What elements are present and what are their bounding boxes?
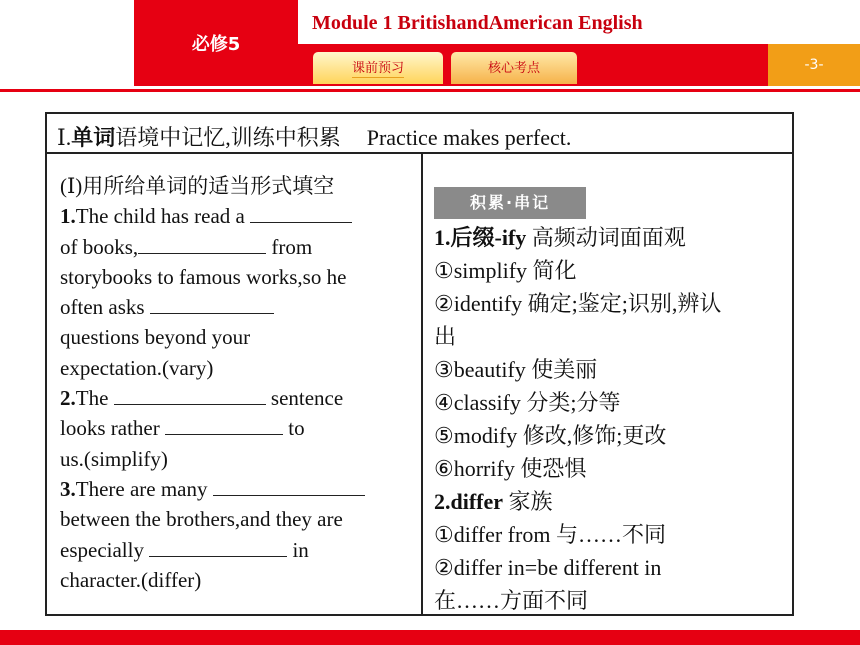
exercise-instruction: (Ⅰ)用所给单词的适当形式填空: [60, 174, 335, 198]
notes-item: ③beautify 使美丽: [434, 357, 598, 382]
answer-blank[interactable]: [150, 295, 274, 314]
notes-item: 出: [434, 324, 457, 349]
book-label: 必修5: [191, 34, 241, 55]
section-heading-rest: 语境中记忆,训练中积累: [115, 125, 341, 150]
answer-blank[interactable]: [149, 538, 287, 557]
question-1-line-1: [60, 201, 416, 231]
answer-blank[interactable]: [250, 204, 352, 223]
question-1-text: often asks: [60, 295, 145, 320]
notes-column: [434, 184, 784, 617]
tab-preview-label: 课前预习: [351, 61, 404, 76]
module-title: Module 1 BritishandAmerican English: [312, 12, 643, 34]
tab-key-points-label: 核心考点: [487, 61, 540, 76]
page-number: -3-: [768, 44, 860, 86]
notes-badge: 积累·串记: [434, 187, 586, 219]
notes-item: ⑥horrify 使恐惧: [434, 456, 587, 481]
question-2-number: 2.: [60, 386, 76, 411]
question-1-line-2: [60, 232, 416, 262]
question-3-line-1: [60, 474, 416, 504]
question-2-text: sentence: [270, 386, 344, 411]
exercise-column: [60, 171, 416, 595]
notes-item: ④classify 分类;分等: [434, 390, 621, 415]
answer-blank[interactable]: [114, 386, 266, 405]
section-heading-bold: 单词: [71, 125, 116, 150]
question-3-line-3: [60, 535, 416, 565]
answer-blank[interactable]: [165, 416, 283, 435]
question-1-number: 1.: [60, 204, 76, 229]
column-divider: [421, 152, 423, 616]
notes-item: 在……方面不同: [434, 588, 589, 613]
notes-group-2-title-rest: 家族: [503, 489, 553, 514]
question-1-text: from: [271, 234, 313, 259]
notes-group-1-title-rest: 高频动词面面观: [526, 225, 686, 250]
question-1-line-6: expectation.(vary): [60, 355, 214, 380]
question-3-line-4: character.(differ): [60, 567, 202, 592]
notes-item: ①differ from 与……不同: [434, 522, 666, 547]
question-1-text: The child has read a: [75, 204, 245, 229]
notes-item: ①simplify 简化: [434, 258, 577, 283]
question-2-line-1: [60, 383, 416, 413]
question-2-line-2: [60, 413, 416, 443]
question-3-text: in: [292, 537, 309, 562]
section-index: Ⅰ.: [57, 125, 72, 150]
question-2-text: to: [288, 416, 305, 441]
tab-key-points[interactable]: [451, 52, 577, 84]
notes-group-1-title-bold: 1.后缀-ify: [434, 225, 527, 250]
question-2-text: looks rather: [60, 416, 160, 441]
question-3-number: 3.: [60, 476, 76, 501]
section-motto: Practice makes perfect.: [366, 125, 572, 150]
question-2-text: The: [75, 386, 109, 411]
tab-preview[interactable]: [313, 52, 443, 84]
section-header-row: [47, 114, 792, 154]
question-3-text: There are many: [75, 476, 208, 501]
notes-group-2-title: [434, 485, 784, 518]
answer-blank[interactable]: [138, 235, 266, 254]
question-2-line-3: us.(simplify): [60, 446, 168, 471]
question-1-line-5: questions beyond your: [60, 325, 251, 350]
header-divider: [0, 89, 860, 92]
question-1-line-3: storybooks to famous works,so he: [60, 264, 347, 289]
content-table: [45, 112, 794, 616]
question-1-text: of books,: [60, 234, 139, 259]
notes-group-1-title: [434, 221, 784, 254]
footer-bar: [0, 630, 860, 645]
question-3-text: especially: [60, 537, 144, 562]
notes-item: ②identify 确定;鉴定;识别,辨认: [434, 291, 722, 316]
question-1-line-4: [60, 292, 416, 322]
notes-group-2-title-bold: 2.differ: [434, 489, 504, 514]
notes-item: ②differ in=be different in: [434, 555, 662, 580]
notes-item: ⑤modify 修改,修饰;更改: [434, 423, 667, 448]
answer-blank[interactable]: [213, 477, 365, 496]
section-heading: [57, 121, 571, 152]
question-3-line-2: between the brothers,and they are: [60, 507, 343, 532]
